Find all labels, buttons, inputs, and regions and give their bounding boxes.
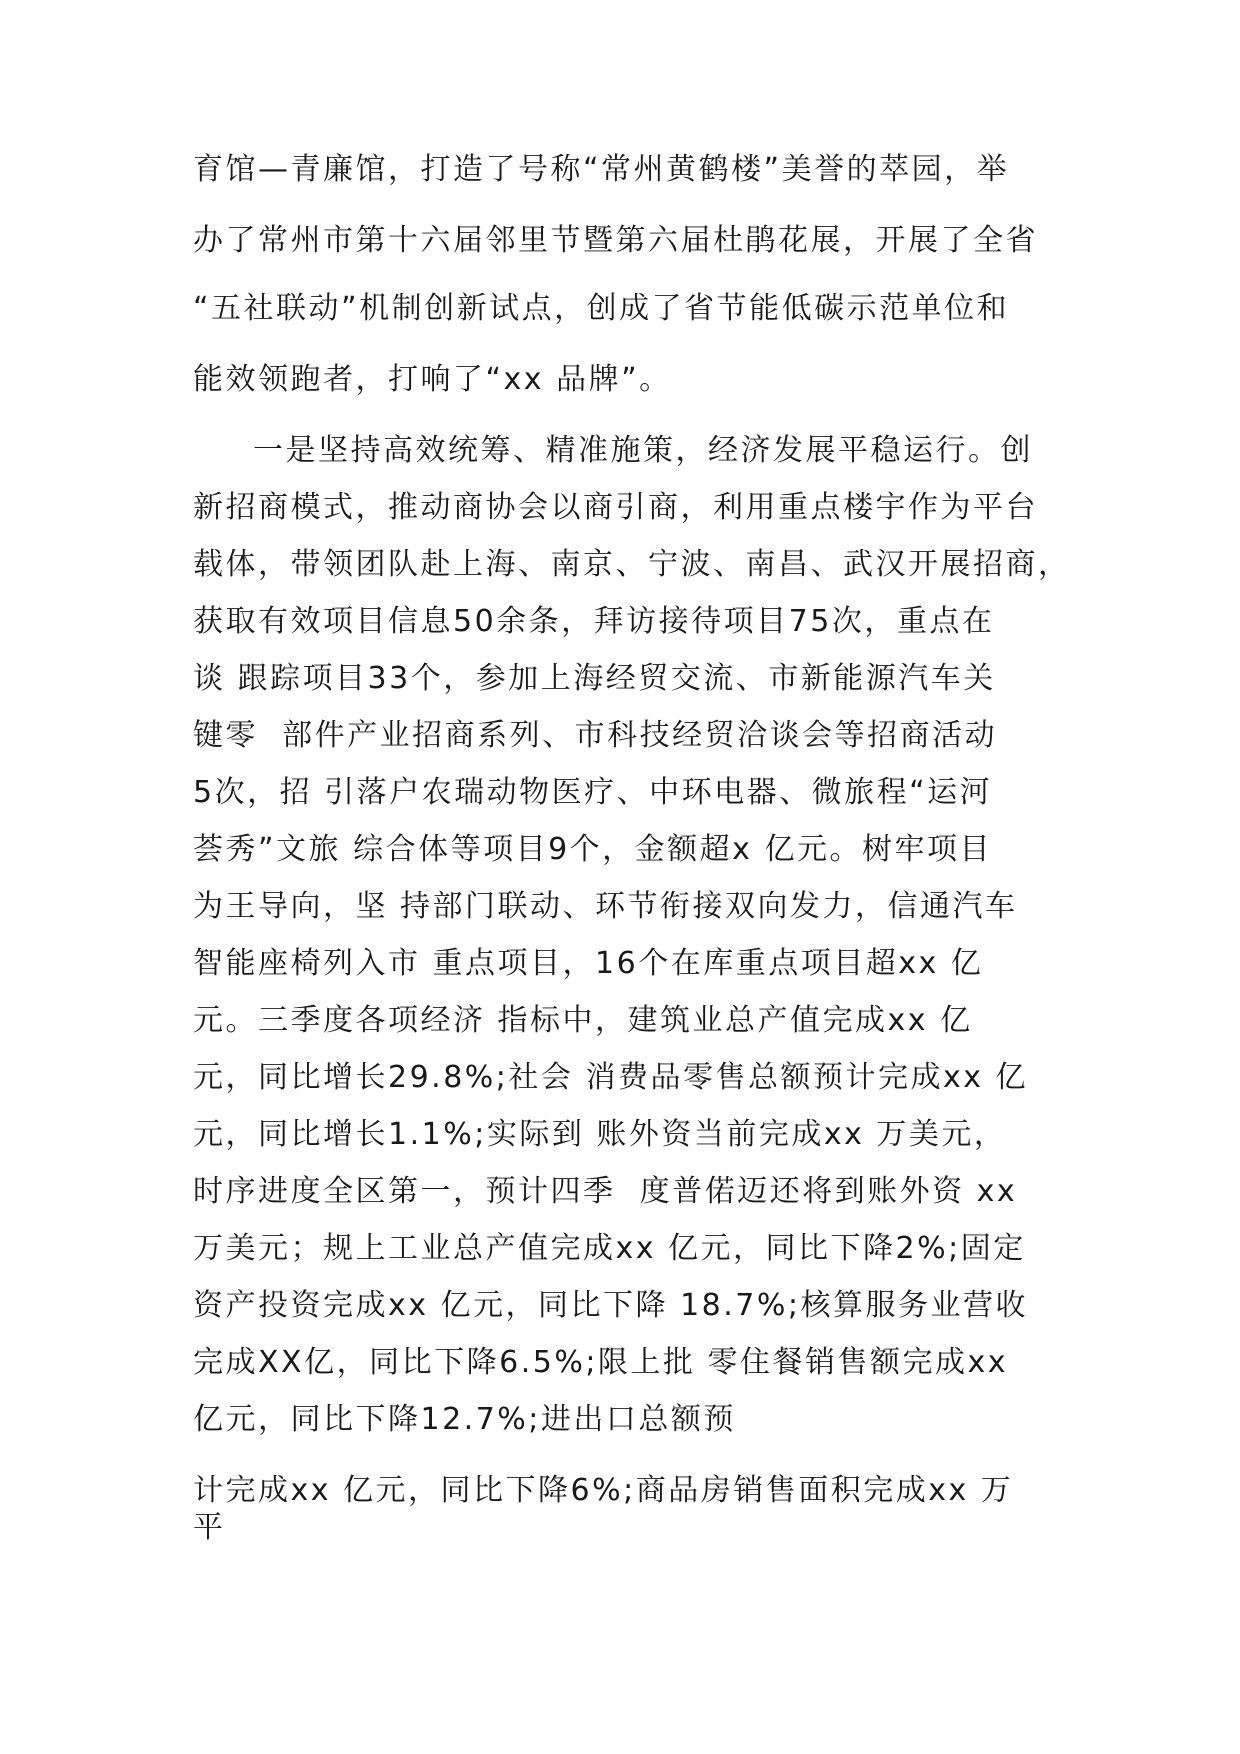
text-line: 为王导向，坚 持部门联动、环节衔接双向发力，信通汽车: [193, 889, 1018, 924]
text-line: 万美元；规上工业总产值完成xx 亿元，同比下降2%;固定: [193, 1231, 1026, 1266]
text-line: 5次，招 引落户农瑞动物医疗、中环电器、微旅程“运河: [193, 775, 993, 810]
text-line: 资产投资完成xx 亿元，同比下降 18.7%;核算服务业营收: [193, 1288, 1028, 1323]
text-line: 育馆—青廉馆，打造了号称“常州黄鹤楼”美誉的萃园，举: [193, 152, 1010, 187]
paragraph-first-line: 一是坚持高效统筹、精准施策，经济发展平稳运行。创: [253, 433, 1033, 468]
text-line: 时序进度全区第一，预计四季 度普偌迈还将到账外资 xx: [193, 1174, 1018, 1209]
text-line: 办了常州市第十六届邻里节暨第六届杜鹃花展，开展了全省: [193, 223, 1038, 258]
text-line: 荟秀”文旅 综合体等项目9个，金额超x 亿元。树牢项目: [193, 832, 992, 867]
text-line: 智能座椅列入市 重点项目，16个在库重点项目超xx 亿: [193, 946, 984, 981]
text-line: 能效领跑者，打响了“xx 品牌”。: [193, 362, 672, 397]
text-line: “五社联动”机制创新试点，创成了省节能低碳示范单位和: [193, 291, 1010, 326]
text-line: 新招商模式，推动商协会以商引商，利用重点楼宇作为平台: [193, 490, 1038, 525]
text-line: 元。三季度各项经济 指标中，建筑业总产值完成xx 亿: [193, 1003, 973, 1038]
text-line: 键零 部件产业招商系列、市科技经贸洽谈会等招商活动: [193, 718, 998, 753]
text-line: 计完成xx 亿元，同比下降6%;商品房销售面积完成xx 万: [193, 1473, 1014, 1508]
text-line: 元，同比增长1.1%;实际到 账外资当前完成xx 万美元，: [193, 1117, 1007, 1152]
text-line: 载体，带领团队赴上海、南京、宁波、南昌、武汉开展招商，: [193, 547, 1071, 582]
text-line: 元，同比增长29.8%;社会 消费品零售总额预计完成xx 亿: [193, 1060, 1028, 1095]
text-line: 平: [193, 1510, 226, 1545]
text-line: 完成XX亿，同比下降6.5%;限上批 零住餐销售额完成xx: [193, 1345, 1008, 1380]
text-line: 亿元，同比下降12.7%;进出口总额预: [193, 1402, 736, 1437]
text-line: 获取有效项目信息50余条，拜访接待项目75次，重点在: [193, 604, 995, 639]
text-line: 谈 跟踪项目33个，参加上海经贸交流、市新能源汽车关: [193, 661, 996, 696]
